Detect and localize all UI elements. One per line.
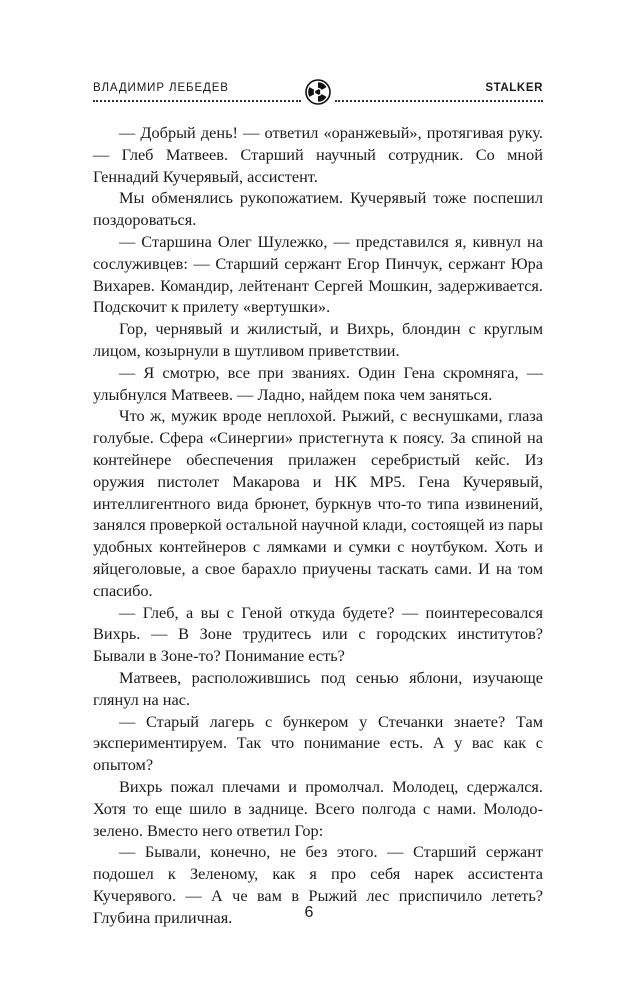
author-name: ВЛАДИМИР ЛЕБЕДЕВ <box>93 82 229 94</box>
header-dotted-rule-right <box>335 100 543 102</box>
paragraph: — Я смотрю, все при званиях. Один Гена скромняга, — улыбнулся Матвеев. — Ладно, найдем пока чем заняться. <box>93 362 543 404</box>
series-title: STALKER <box>485 82 543 94</box>
paragraph: — Бывали, конечно, не без этого. — Старший сержант подошел к Зеленому, как я про себя нарек ассистента Кучерявого. — А че вам в Рыжий лес приспичило лететь? Глубина приличная. <box>93 842 543 927</box>
paragraph: Вихрь пожал плечами и промолчал. Молодец, сдержался. Хотя то еще шило в заднице. Всего полгода с нами. Молодо-зелено. Вместо него ответил Гор: <box>93 776 543 840</box>
body-text <box>93 122 543 928</box>
page-number: 6 <box>304 904 314 921</box>
radiation-icon <box>305 79 331 105</box>
paragraph: — Старый лагерь с бункером у Стечанки знаете? Там экспериментируем. Так что понимание есть. А у вас как с опытом? <box>93 711 543 775</box>
header-dotted-rule-left <box>93 100 301 102</box>
paragraph: — Старшина Олег Шулежко, — представился я, кивнул на сослуживцев: — Старший сержант Егор Пинчук, сержант Юра Вихарев. Командир, лейтенант Сергей Мошкин, задерживается. Подскочит к прилету «вертушки». <box>93 231 543 317</box>
paragraph: Мы обменялись рукопожатием. Кучерявый тоже поспешил поздороваться. <box>93 188 543 230</box>
paragraph: — Глеб, а вы с Геной откуда будете? — поинтересовался Вихрь. — В Зоне трудитесь или с городских институтов? Бывали в Зоне-то? Понимание есть? <box>93 602 543 666</box>
paragraph: Гор, чернявый и жилистый, и Вихрь, блондин с круглым лицом, козырнули в шутливом приветствии. <box>93 319 543 360</box>
running-header <box>93 80 543 110</box>
paragraph: Матвеев, расположившись под сенью яблони, изучающе глянул на нас. <box>93 667 543 709</box>
paragraph: — Добрый день! — ответил «оранжевый», протягивая руку. — Глеб Матвеев. Старший научный сотрудник. Со мной Геннадий Кучерявый, ассистент. <box>93 123 543 186</box>
paragraph: Что ж, мужик вроде неплохой. Рыжий, с веснушками, глаза голубые. Сфера «Синергии» пристегнута к поясу. За спиной на контейнере обеспечения прилажен серебристый кейс. Из оружия пистолет Макарова и НК МР5. Гена Кучерявый, интеллигентного вида брюнет, буркнув что-то типа извинений, занялся проверкой остальной научной клади, состоящей из пары удобных контейнеров с лямками и сумки с ноутбуком. Хоть и яйцеголовые, а свое барахло приучены таскать сами. И на том спасибо. <box>93 406 543 600</box>
